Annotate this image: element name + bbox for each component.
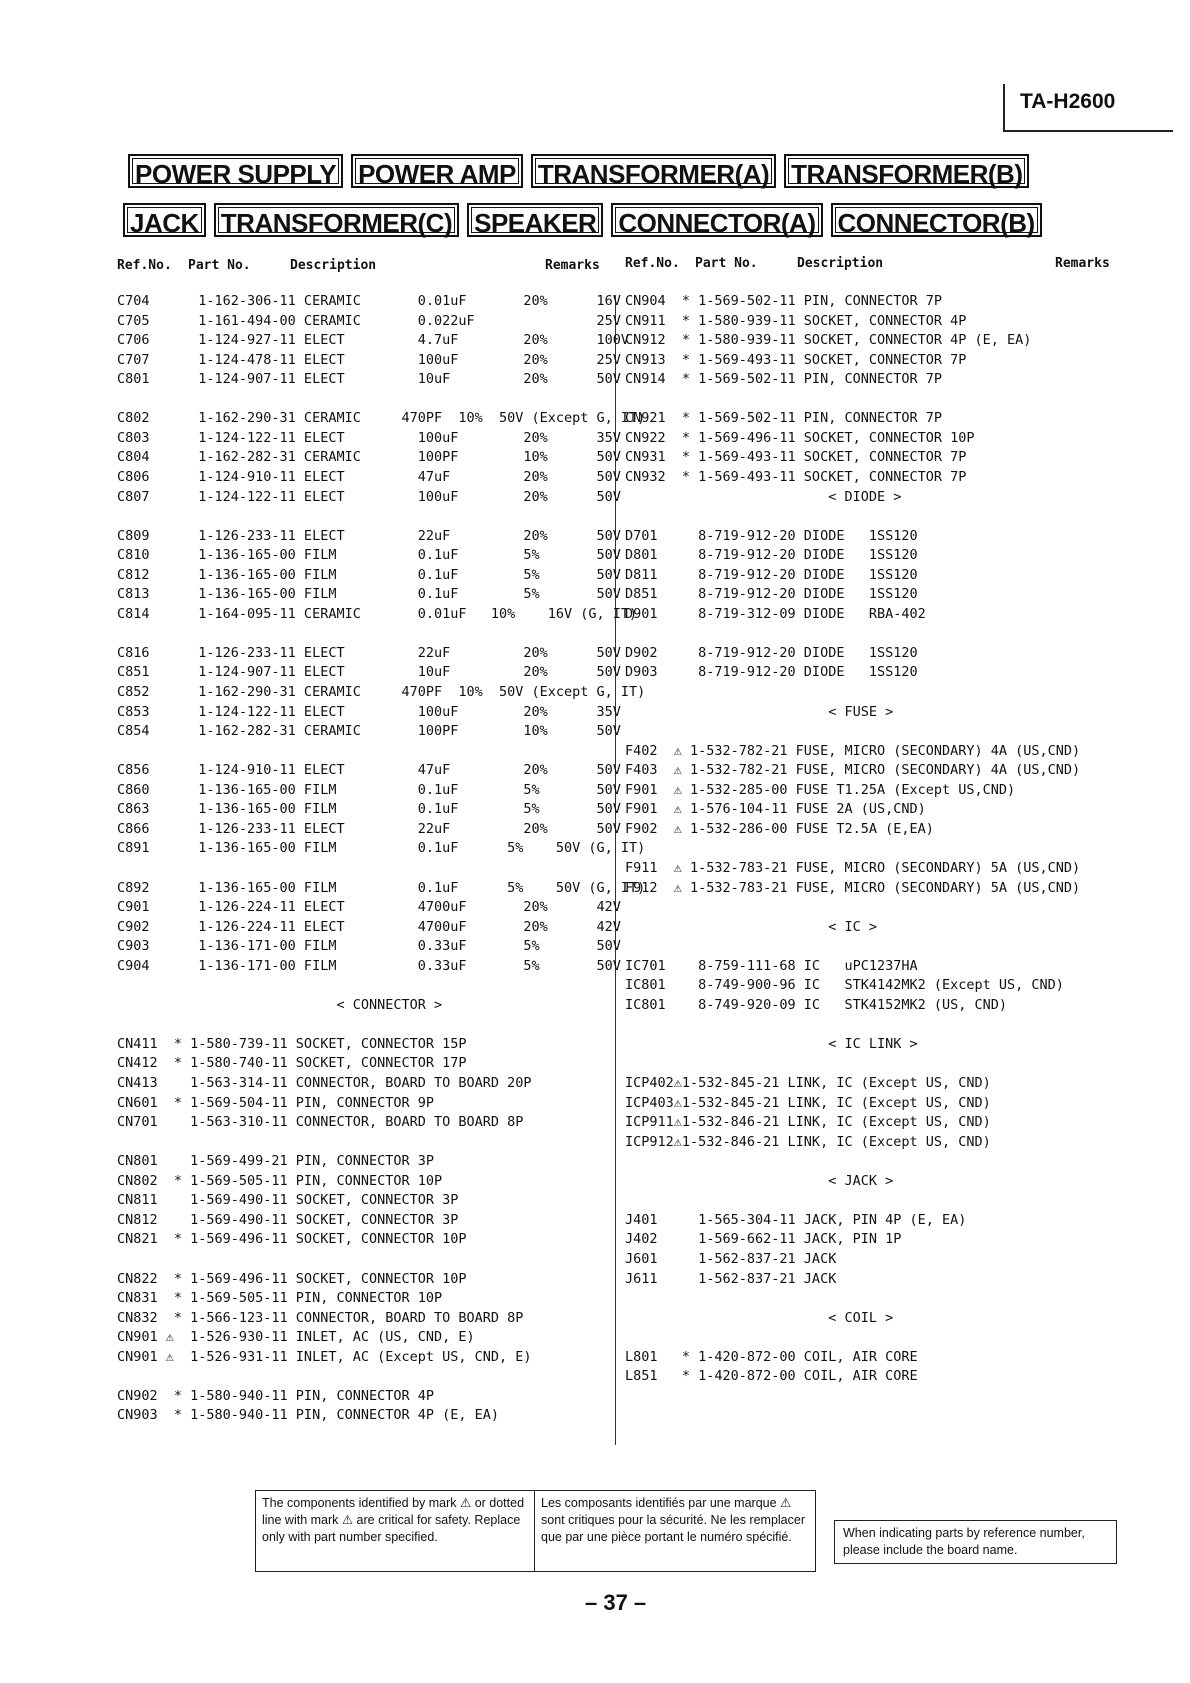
tab-power-amp[interactable]: POWER AMP bbox=[351, 154, 523, 188]
parts-row-right: CN931 * 1-569-493-11 SOCKET, CONNECTOR 7P bbox=[625, 449, 967, 466]
model-rule-vertical bbox=[1003, 84, 1005, 132]
parts-row-left: C814 1-164-095-11 CERAMIC 0.01uF 10% 16V (G, IT) bbox=[117, 605, 638, 622]
parts-row-left: C892 1-136-165-00 FILM 0.1uF 5% 50V (G, IT) bbox=[117, 879, 646, 896]
parts-row-left: CN701 1-563-310-11 CONNECTOR, BOARD TO BOARD 8P bbox=[117, 1114, 524, 1131]
parts-row-left: CN812 1-569-490-11 SOCKET, CONNECTOR 3P bbox=[117, 1211, 459, 1228]
parts-row-left: C810 1-136-165-00 FILM 0.1uF 5% 50V bbox=[117, 547, 621, 564]
parts-row-right: F402 ⚠ 1-532-782-21 FUSE, MICRO (SECONDARY) 4A (US,CND) bbox=[625, 742, 1081, 759]
parts-row-right: F912 ⚠ 1-532-783-21 FUSE, MICRO (SECONDARY) 5A (US,CND) bbox=[625, 879, 1081, 896]
safety-notice-french-text: Les composants identifiés par une marque ⚠ sont critiques pour la sécurité. Ne les remplacer que par une pièce portant le numéro spécifié. bbox=[541, 1496, 806, 1544]
parts-row-left: CN801 1-569-499-21 PIN, CONNECTOR 3P bbox=[117, 1153, 434, 1170]
section-tabs-row1 bbox=[128, 154, 1128, 188]
parts-row-right: L851 * 1-420-872-00 COIL, AIR CORE bbox=[625, 1368, 918, 1385]
parts-row-left: CN821 * 1-569-496-11 SOCKET, CONNECTOR 10P bbox=[117, 1231, 467, 1248]
parts-row-right: ICP403⚠1-532-845-21 LINK, IC (Except US, CND) bbox=[625, 1094, 991, 1111]
parts-row-right: CN904 * 1-569-502-11 PIN, CONNECTOR 7P bbox=[625, 293, 942, 309]
parts-row-left: C801 1-124-907-11 ELECT 10uF 20% 50V bbox=[117, 371, 621, 388]
parts-row-right: ICP911⚠1-532-846-21 LINK, IC (Except US, CND) bbox=[625, 1114, 991, 1131]
parts-row-right: D851 8-719-912-20 DIODE 1SS120 bbox=[625, 586, 918, 603]
parts-row-left: CN902 * 1-580-940-11 PIN, CONNECTOR 4P bbox=[117, 1387, 434, 1404]
parts-row-left: C852 1-162-290-31 CERAMIC 470PF 10% 50V (Except G, IT) bbox=[117, 684, 646, 700]
header-description-left: Description bbox=[290, 258, 377, 273]
header-description-right: Description bbox=[797, 256, 884, 271]
parts-row-right: F901 ⚠ 1-576-104-11 FUSE 2A (US,CND) bbox=[625, 801, 926, 818]
parts-row-left: CN601 * 1-569-504-11 PIN, CONNECTOR 9P bbox=[117, 1094, 434, 1111]
parts-row-right: CN911 * 1-580-939-11 SOCKET, CONNECTOR 4P bbox=[625, 312, 967, 329]
parts-row-left: C803 1-124-122-11 ELECT 100uF 20% 35V bbox=[117, 429, 621, 446]
parts-row-right: J401 1-565-304-11 JACK, PIN 4P (E, EA) bbox=[625, 1211, 967, 1228]
parts-row-left: C813 1-136-165-00 FILM 0.1uF 5% 50V bbox=[117, 586, 621, 603]
parts-row-right: CN912 * 1-580-939-11 SOCKET, CONNECTOR 4P (E, EA) bbox=[625, 332, 1032, 349]
parts-row-right: CN932 * 1-569-493-11 SOCKET, CONNECTOR 7P bbox=[625, 468, 967, 485]
parts-row-left: C901 1-126-224-11 ELECT 4700uF 20% 42V bbox=[117, 899, 621, 916]
parts-row-right: D801 8-719-912-20 DIODE 1SS120 bbox=[625, 547, 918, 564]
model-rule-horizontal bbox=[1003, 130, 1173, 132]
parts-row-right: < IC LINK > bbox=[625, 1035, 918, 1052]
safety-notice-french bbox=[534, 1490, 816, 1572]
parts-row-right: D902 8-719-912-20 DIODE 1SS120 bbox=[625, 644, 918, 661]
parts-row-right: IC801 8-749-920-09 IC STK4152MK2 (US, CND) bbox=[625, 996, 1008, 1013]
parts-row-left: C851 1-124-907-11 ELECT 10uF 20% 50V bbox=[117, 664, 621, 681]
parts-row-left: C707 1-124-478-11 ELECT 100uF 20% 25V bbox=[117, 351, 621, 368]
tab-power-supply[interactable]: POWER SUPPLY bbox=[128, 154, 343, 188]
parts-row-right: D811 8-719-912-20 DIODE 1SS120 bbox=[625, 566, 918, 583]
parts-row-right: < IC > bbox=[625, 918, 877, 935]
tab-connector-a[interactable]: CONNECTOR(A) bbox=[611, 203, 822, 237]
header-remarks-left: Remarks bbox=[545, 258, 600, 273]
parts-row-right: CN914 * 1-569-502-11 PIN, CONNECTOR 7P bbox=[625, 371, 942, 388]
parts-row-right: J611 1-562-837-21 JACK bbox=[625, 1270, 837, 1287]
parts-row-left: CN413 1-563-314-11 CONNECTOR, BOARD TO BOARD 20P bbox=[117, 1075, 532, 1091]
header-part-no-left: Part No. bbox=[188, 258, 251, 273]
parts-row-left: C856 1-124-910-11 ELECT 47uF 20% 50V bbox=[117, 762, 621, 779]
parts-row-left: C904 1-136-171-00 FILM 0.33uF 5% 50V bbox=[117, 957, 621, 974]
model-number: TA-H2600 bbox=[1020, 90, 1116, 113]
parts-row-left: CN832 * 1-566-123-11 CONNECTOR, BOARD TO BOARD 8P bbox=[117, 1309, 524, 1326]
parts-row-left: CN831 * 1-569-505-11 PIN, CONNECTOR 10P bbox=[117, 1290, 443, 1307]
parts-row-right: IC801 8-749-900-96 IC STK4142MK2 (Except US, CND) bbox=[625, 977, 1064, 994]
parts-row-right: < JACK > bbox=[625, 1172, 894, 1189]
parts-row-left: C860 1-136-165-00 FILM 0.1uF 5% 50V bbox=[117, 781, 621, 798]
parts-row-left: C863 1-136-165-00 FILM 0.1uF 5% 50V bbox=[117, 801, 621, 818]
parts-row-right: < FUSE > bbox=[625, 703, 894, 720]
parts-row-right: J402 1-569-662-11 JACK, PIN 1P bbox=[625, 1231, 902, 1248]
parts-row-left: C902 1-126-224-11 ELECT 4700uF 20% 42V bbox=[117, 918, 621, 935]
parts-row-left: CN901 ⚠ 1-526-930-11 INLET, AC (US, CND, E) bbox=[117, 1329, 475, 1346]
parts-row-right: ICP402⚠1-532-845-21 LINK, IC (Except US, CND) bbox=[625, 1075, 991, 1091]
parts-row-left: CN412 * 1-580-740-11 SOCKET, CONNECTOR 17P bbox=[117, 1055, 467, 1072]
header-remarks-right: Remarks bbox=[1055, 256, 1110, 271]
parts-row-right: D701 8-719-912-20 DIODE 1SS120 bbox=[625, 527, 918, 544]
parts-row-right: D901 8-719-312-09 DIODE RBA-402 bbox=[625, 605, 926, 622]
safety-notice-english-text: The components identified by mark ⚠ or dotted line with mark ⚠ are critical for safety. Replace only with part number specified. bbox=[262, 1496, 525, 1544]
parts-row-right: F911 ⚠ 1-532-783-21 FUSE, MICRO (SECONDARY) 5A (US,CND) bbox=[625, 859, 1081, 876]
header-ref-no-right: Ref.No. bbox=[625, 256, 680, 271]
tab-jack[interactable]: JACK bbox=[123, 203, 206, 237]
parts-row-left: C806 1-124-910-11 ELECT 47uF 20% 50V bbox=[117, 468, 621, 485]
parts-row-left: C903 1-136-171-00 FILM 0.33uF 5% 50V bbox=[117, 938, 621, 955]
reference-notice bbox=[834, 1520, 1117, 1564]
header-part-no-right: Part No. bbox=[695, 256, 758, 271]
page-number: – 37 – bbox=[585, 1590, 647, 1615]
parts-row-right: CN921 * 1-569-502-11 PIN, CONNECTOR 7P bbox=[625, 410, 942, 427]
tab-transformer-a[interactable]: TRANSFORMER(A) bbox=[531, 154, 776, 188]
reference-notice-text: When indicating parts by reference number, please include the board name. bbox=[843, 1526, 1085, 1557]
tab-speaker[interactable]: SPEAKER bbox=[467, 203, 603, 237]
parts-row-left: < CONNECTOR > bbox=[117, 996, 443, 1013]
parts-row-left: C816 1-126-233-11 ELECT 22uF 20% 50V bbox=[117, 644, 621, 661]
parts-row-right: < COIL > bbox=[625, 1309, 894, 1326]
parts-row-right: F901 ⚠ 1-532-285-00 FUSE T1.25A (Except US,CND) bbox=[625, 781, 1016, 798]
parts-row-right: L801 * 1-420-872-00 COIL, AIR CORE bbox=[625, 1348, 918, 1365]
parts-row-right: F403 ⚠ 1-532-782-21 FUSE, MICRO (SECONDARY) 4A (US,CND) bbox=[625, 762, 1081, 779]
parts-row-left: C809 1-126-233-11 ELECT 22uF 20% 50V bbox=[117, 527, 621, 544]
tab-transformer-b[interactable]: TRANSFORMER(B) bbox=[784, 154, 1029, 188]
parts-row-left: CN903 * 1-580-940-11 PIN, CONNECTOR 4P (E, EA) bbox=[117, 1407, 500, 1424]
section-tabs-row2 bbox=[123, 203, 1123, 237]
parts-row-left: C804 1-162-282-31 CERAMIC 100PF 10% 50V bbox=[117, 449, 621, 466]
parts-row-left: CN411 * 1-580-739-11 SOCKET, CONNECTOR 15P bbox=[117, 1035, 467, 1052]
safety-notice-english bbox=[255, 1490, 535, 1572]
parts-row-left: C802 1-162-290-31 CERAMIC 470PF 10% 50V (Except G, IT) bbox=[117, 410, 646, 427]
parts-row-right: < DIODE > bbox=[625, 488, 902, 505]
parts-row-left: CN802 * 1-569-505-11 PIN, CONNECTOR 10P bbox=[117, 1172, 443, 1189]
parts-row-right: CN913 * 1-569-493-11 SOCKET, CONNECTOR 7P bbox=[625, 351, 967, 368]
parts-row-right: D903 8-719-912-20 DIODE 1SS120 bbox=[625, 664, 918, 681]
parts-row-left: C854 1-162-282-31 CERAMIC 100PF 10% 50V bbox=[117, 723, 621, 740]
parts-row-left: C704 1-162-306-11 CERAMIC 0.01uF 20% 16V bbox=[117, 293, 621, 309]
parts-row-left: C812 1-136-165-00 FILM 0.1uF 5% 50V bbox=[117, 566, 621, 583]
parts-row-right: J601 1-562-837-21 JACK bbox=[625, 1250, 837, 1267]
tab-transformer-c[interactable]: TRANSFORMER(C) bbox=[214, 203, 459, 237]
parts-row-left: C807 1-124-122-11 ELECT 100uF 20% 50V bbox=[117, 488, 621, 505]
parts-row-left: CN822 * 1-569-496-11 SOCKET, CONNECTOR 10P bbox=[117, 1270, 467, 1287]
parts-row-left: C866 1-126-233-11 ELECT 22uF 20% 50V bbox=[117, 820, 621, 837]
parts-row-left: C853 1-124-122-11 ELECT 100uF 20% 35V bbox=[117, 703, 621, 720]
header-ref-no-left: Ref.No. bbox=[117, 258, 172, 273]
parts-row-left: CN811 1-569-490-11 SOCKET, CONNECTOR 3P bbox=[117, 1192, 459, 1209]
parts-row-left: C891 1-136-165-00 FILM 0.1uF 5% 50V (G, IT) bbox=[117, 840, 646, 857]
tab-connector-b[interactable]: CONNECTOR(B) bbox=[831, 203, 1042, 237]
parts-row-right: IC701 8-759-111-68 IC uPC1237HA bbox=[625, 957, 918, 974]
parts-row-left: C705 1-161-494-00 CERAMIC 0.022uF 25V bbox=[117, 312, 621, 329]
parts-row-right: F902 ⚠ 1-532-286-00 FUSE T2.5A (E,EA) bbox=[625, 820, 934, 837]
parts-row-right: ICP912⚠1-532-846-21 LINK, IC (Except US, CND) bbox=[625, 1133, 991, 1150]
parts-row-left: C706 1-124-927-11 ELECT 4.7uF 20% 100V bbox=[117, 332, 630, 349]
parts-row-left: CN901 ⚠ 1-526-931-11 INLET, AC (Except US, CND, E) bbox=[117, 1348, 532, 1365]
parts-row-right: CN922 * 1-569-496-11 SOCKET, CONNECTOR 10P bbox=[625, 429, 975, 446]
